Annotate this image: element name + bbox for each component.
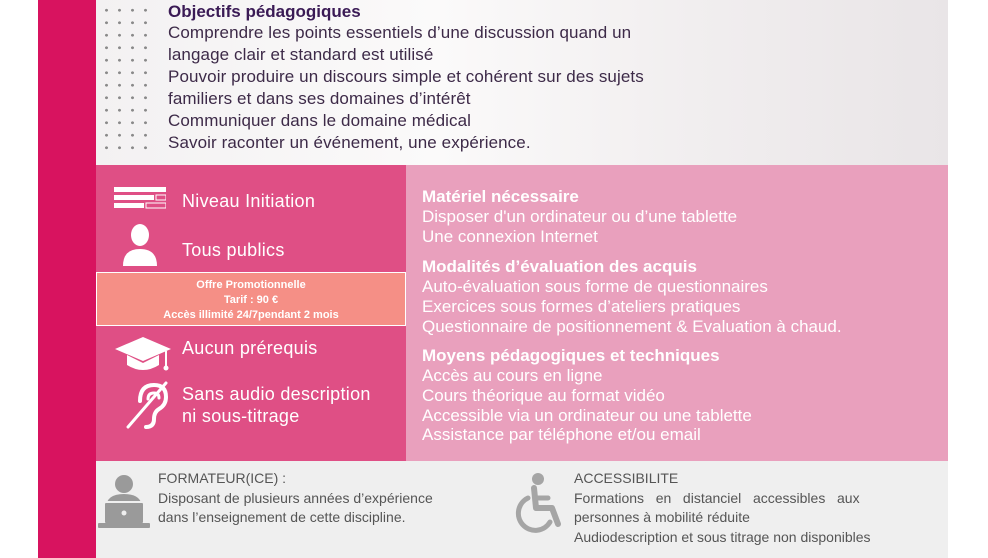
moyens-title: Moyens pédagogiques et techniques <box>422 346 720 365</box>
promo-price: Tarif : 90 € <box>223 294 279 306</box>
graduation-cap-icon <box>114 335 172 380</box>
evaluation-line: Auto-évaluation sous forme de questionnaires <box>422 277 768 296</box>
moyens-line: Cours théorique au format vidéo <box>422 385 665 405</box>
audio-line-2: ni sous-titrage <box>182 406 300 426</box>
trainer-line: dans l’enseignement de cette discipline. <box>158 509 406 525</box>
moyens-line: Accès au cours en ligne <box>422 366 603 385</box>
objectives-section <box>168 2 758 154</box>
materiel-section <box>422 187 942 247</box>
trainer-title: FORMATEUR(ICE) : <box>158 470 287 486</box>
hearing-icon <box>126 381 170 434</box>
objective-line: Communiquer dans le domaine médical <box>168 111 472 130</box>
objective-line: langage clair et standard est utilisé <box>168 45 434 64</box>
objective-line: familiers et dans ses domaines d’intérêt <box>168 89 471 108</box>
evaluation-title: Modalités d’évaluation des acquis <box>422 257 697 276</box>
trainer-section <box>158 469 508 528</box>
audio-description-label <box>182 383 371 427</box>
promo-title: Offre Promotionnelle <box>196 279 306 291</box>
objective-line: Pouvoir produire un discours simple et cohérent sur des sujets <box>168 67 644 86</box>
side-accent-bar <box>38 0 96 558</box>
level-label: Niveau Initiation <box>182 191 316 211</box>
objective-line: Savoir raconter un événement, une expérience. <box>168 133 531 152</box>
evaluation-line: Questionnaire de positionnement & Evaluation à chaud. <box>422 316 842 336</box>
promo-offer-box <box>96 272 406 326</box>
moyens-line: Assistance par téléphone et/ou email <box>422 425 701 445</box>
accessibility-line: personnes à mobilité réduite <box>574 509 750 525</box>
promo-access: Accès illimité 24/7pendant 2 mois <box>163 309 339 321</box>
accessibility-title: ACCESSIBILITE <box>574 470 679 486</box>
wheelchair-icon <box>514 472 566 539</box>
moyens-section <box>422 346 942 445</box>
materiel-title: Matériel nécessaire <box>422 187 579 206</box>
audio-line-1: Sans audio description <box>182 384 371 404</box>
evaluation-line: Exercices sous formes d’ateliers pratiques <box>422 296 741 316</box>
accessibility-line: Audiodescription et sous titrage non disponibles <box>574 528 871 545</box>
evaluation-section <box>422 257 942 336</box>
objective-line: Comprendre les points essentiels d’une discussion quand un <box>168 23 632 42</box>
person-icon <box>122 223 158 272</box>
audience-label: Tous publics <box>182 240 285 260</box>
decorative-dot-grid <box>100 4 152 154</box>
materiel-line: Disposer d'un ordinateur ou d’une tablette <box>422 207 738 226</box>
prerequisite-label: Aucun prérequis <box>182 338 318 358</box>
level-bars-icon <box>114 187 166 216</box>
trainer-laptop-icon <box>98 474 150 535</box>
materiel-line: Une connexion Internet <box>422 226 598 246</box>
accessibility-section <box>574 469 938 547</box>
moyens-line: Accessible via un ordinateur ou une tablette <box>422 405 752 425</box>
objectives-title: Objectifs pédagogiques <box>168 2 361 21</box>
accessibility-line: Formations en distanciel accessibles aux <box>574 489 860 506</box>
trainer-line: Disposant de plusieurs années d’expérience <box>158 489 433 506</box>
